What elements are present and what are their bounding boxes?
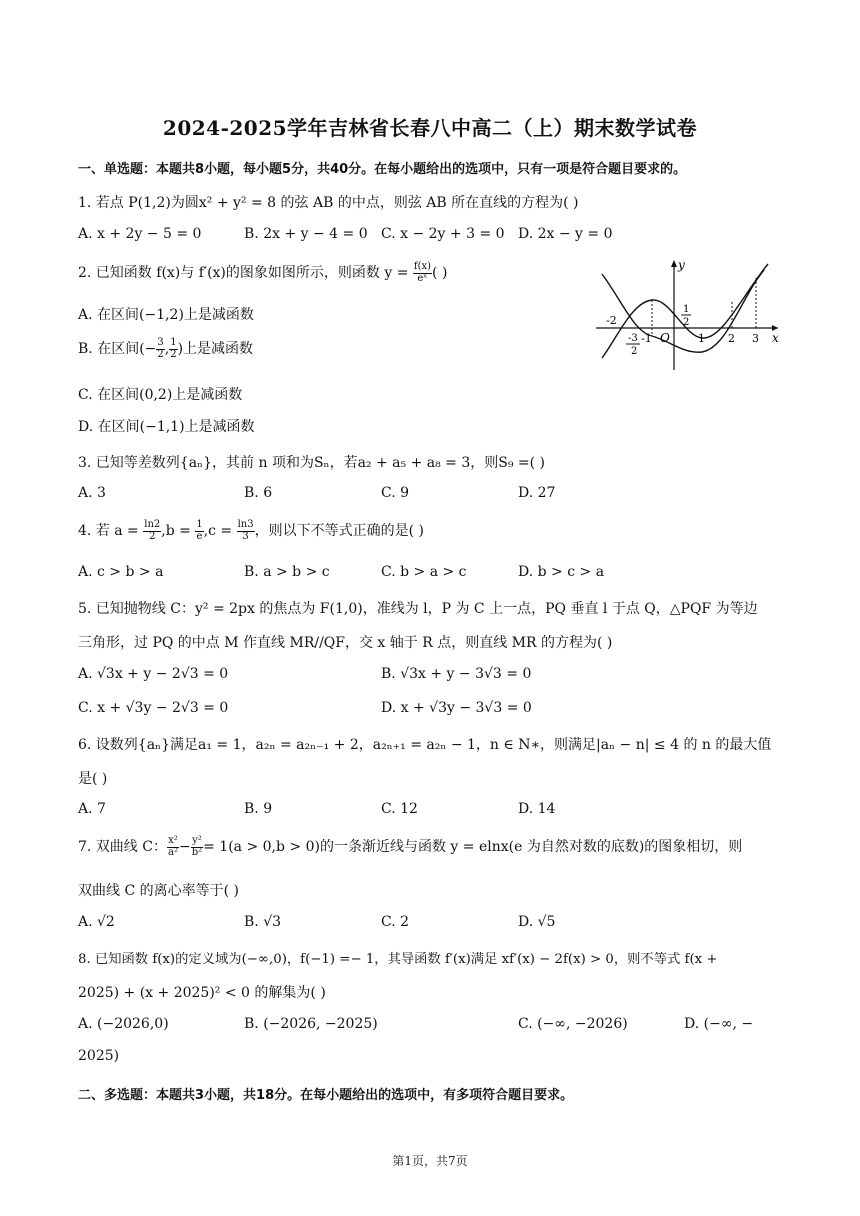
page-title: 2024-2025学年吉林省长春八中高二（上）期末数学试卷 [162,116,698,140]
q6-option-b: B. 9 [244,801,273,817]
tick-3: 3 [752,332,759,345]
q2-stem-text: 2. 已知函数 f(x)与 f′(x)的图象如图所示，则函数 y = [78,265,413,281]
q2-option-b-frac1 [156,338,164,360]
q5-option-c: C. x + √3y − 2√3 = 0 [78,700,229,716]
q7-minus: − [178,839,191,855]
q2-option-b-frac2 [169,338,177,360]
section-heading-multiple-choice: 二、多选题：本题共3小题，共18分。在每小题给出的选项中，有多项符合题目要求。 [78,1088,574,1103]
q4-c-top: ln3 [237,519,254,530]
q7-stem-start: 7. 双曲线 C： [78,839,167,855]
q4-option-c: C. b > a > c [381,564,467,580]
q2-stem-end: ( ) [432,265,448,281]
q4-b-top: 1 [196,519,203,530]
q2-frac-bottom: eˣ [417,272,428,284]
tick-neg1: -1 [641,332,652,345]
q4-a-bot: 2 [149,530,156,542]
question-8-line-2: 2025) + (x + 2025)² < 0 的解集为( ) [78,985,326,1001]
q3-option-c: C. 9 [381,485,410,501]
q1-option-d: D. 2x − y = 0 [518,226,613,242]
question-7-line-1 [78,836,742,858]
q2-option-b-comma: , [164,341,170,357]
q7-y-top: y² [192,835,202,846]
question-5-line-2: 三角形，过 PQ 的中点 M 作直线 MR//QF，交 x 轴于 R 点，则直线 MR 的方程为( ) [78,635,613,651]
q1-option-c: C. x − 2y + 3 = 0 [381,226,505,242]
q8-option-b: B. (−2026, −2025) [244,1016,378,1032]
q7-option-b: B. √3 [244,914,282,930]
q4-stem-end: ，则以下不等式正确的是( ) [254,523,424,539]
tick-1: 1 [698,332,705,345]
q6-option-d: D. 14 [518,801,556,817]
q2-frac-top: f(x) [413,261,432,272]
q2-b-f1-bot: 2 [157,348,164,360]
q4-option-b: B. a > b > c [244,564,330,580]
q4-option-a: A. c > b > a [78,564,164,580]
q2-b-f2-top: 1 [170,337,177,348]
q7-x-bot: a² [167,846,178,858]
question-6-line-2: 是( ) [78,771,108,787]
q2-b-f2-bot: 2 [170,348,177,360]
half-label-top: 1 [683,304,690,315]
q4-b-frac [195,520,203,542]
q8-option-d: D. (−∞, − [684,1016,754,1032]
q2-b-f1-top: 3 [157,337,164,348]
question-4-stem [78,520,424,542]
q7-option-c: C. 2 [381,914,410,930]
q7-option-d: D. √5 [518,914,556,930]
q4-a-top: ln2 [144,519,161,530]
y-axis-label: y [678,258,685,272]
tick-neg2: -2 [606,314,617,327]
function-graph-figure [592,256,784,374]
q5-option-d: D. x + √3y − 3√3 = 0 [381,700,532,716]
q6-option-c: C. 12 [381,801,418,817]
q7-x-frac [167,836,179,858]
q7-y-frac [191,836,203,858]
q2-option-b [78,338,253,360]
question-5-line-1: 5. 已知抛物线 C：y² = 2px 的焦点为 F(1,0)，准线为 l，P 为 C 上一点，PQ 垂直 l 于点 Q，△PQF 为等边 [78,601,758,617]
q7-x-top: x² [168,835,178,846]
q3-option-d: D. 27 [518,485,556,501]
q4-c-bot: 3 [242,530,249,542]
section-heading-single-choice: 一、单选题：本题共8小题，每小题5分，共40分。在每小题给出的选项中，只有一项是符合题目要求的。 [78,162,687,177]
half-label-bottom: 2 [683,317,690,328]
q7-y-bot: b² [191,846,203,858]
q4-stem-start: 4. 若 a = [78,523,144,539]
q4-b-bot: e [196,530,203,542]
y-axis-arrow [671,260,677,267]
q1-option-a: A. x + 2y − 5 = 0 [78,226,202,242]
q1-option-b: B. 2x + y − 4 = 0 [244,226,368,242]
q8-option-d-continued: 2025) [78,1048,120,1064]
q2-fraction [413,262,432,284]
q2-option-c: C. 在区间(0,2)上是减函数 [78,387,243,403]
origin-label: O [660,331,670,345]
question-3-stem: 3. 已知等差数列{aₙ}，其前 n 项和为Sₙ，若a₂ + a₅ + a₈ = 3，则S₉ =( ) [78,455,546,471]
x-axis-label: x [772,331,779,345]
q4-option-d: D. b > c > a [518,564,605,580]
q4-c-label: ,c = [203,523,237,539]
neg-three-half-top: -3 [628,333,638,344]
q4-b-label: ,b = [161,523,196,539]
q4-a-frac [143,520,161,542]
question-1-stem: 1. 若点 P(1,2)为圆x² + y² = 8 的弦 AB 的中点，则弦 AB 所在直线的方程为( ) [78,195,579,211]
q2-option-b-tail: )上是减函数 [177,341,254,357]
question-8-line-1: 8. 已知函数 f(x)的定义域为(−∞,0)，f(−1) =− 1，其导函数 f′(x)满足 xf′(x) − 2f(x) > 0，则不等式 f(x + [78,952,718,967]
q3-option-a: A. 3 [78,485,106,501]
neg-three-half-bottom: 2 [631,346,638,357]
q7-option-a: A. √2 [78,914,115,930]
question-7-line-2: 双曲线 C 的离心率等于( ) [78,883,239,899]
q7-stem-end: = 1(a > 0,b > 0)的一条渐近线与函数 y = elnx(e 为自然对数的底数)的图象相切，则 [203,839,743,855]
q2-option-a: A. 在区间(−1,2)上是减函数 [78,307,254,323]
question-2-stem [78,262,447,284]
q2-option-b-text: B. 在区间(− [78,341,157,357]
q3-option-b: B. 6 [244,485,273,501]
q5-option-b: B. √3x + y − 3√3 = 0 [381,666,532,682]
q8-option-a: A. (−2026,0) [78,1016,169,1032]
q6-option-a: A. 7 [78,801,106,817]
q5-option-a: A. √3x + y − 2√3 = 0 [78,666,229,682]
q4-c-frac [237,520,255,542]
question-6-line-1: 6. 设数列{aₙ}满足a₁ = 1，a₂ₙ = a₂ₙ₋₁ + 2，a₂ₙ₊₁ = a₂ₙ − 1，n ∈ N∗，则满足|aₙ − n| ≤ 4 的 n 的最大值 [78,737,772,753]
q8-option-c: C. (−∞, −2026) [518,1016,628,1032]
page-footer: 第1页，共7页 [392,1154,468,1168]
q2-option-d: D. 在区间(−1,1)上是减函数 [78,419,255,435]
tick-2: 2 [728,332,735,345]
